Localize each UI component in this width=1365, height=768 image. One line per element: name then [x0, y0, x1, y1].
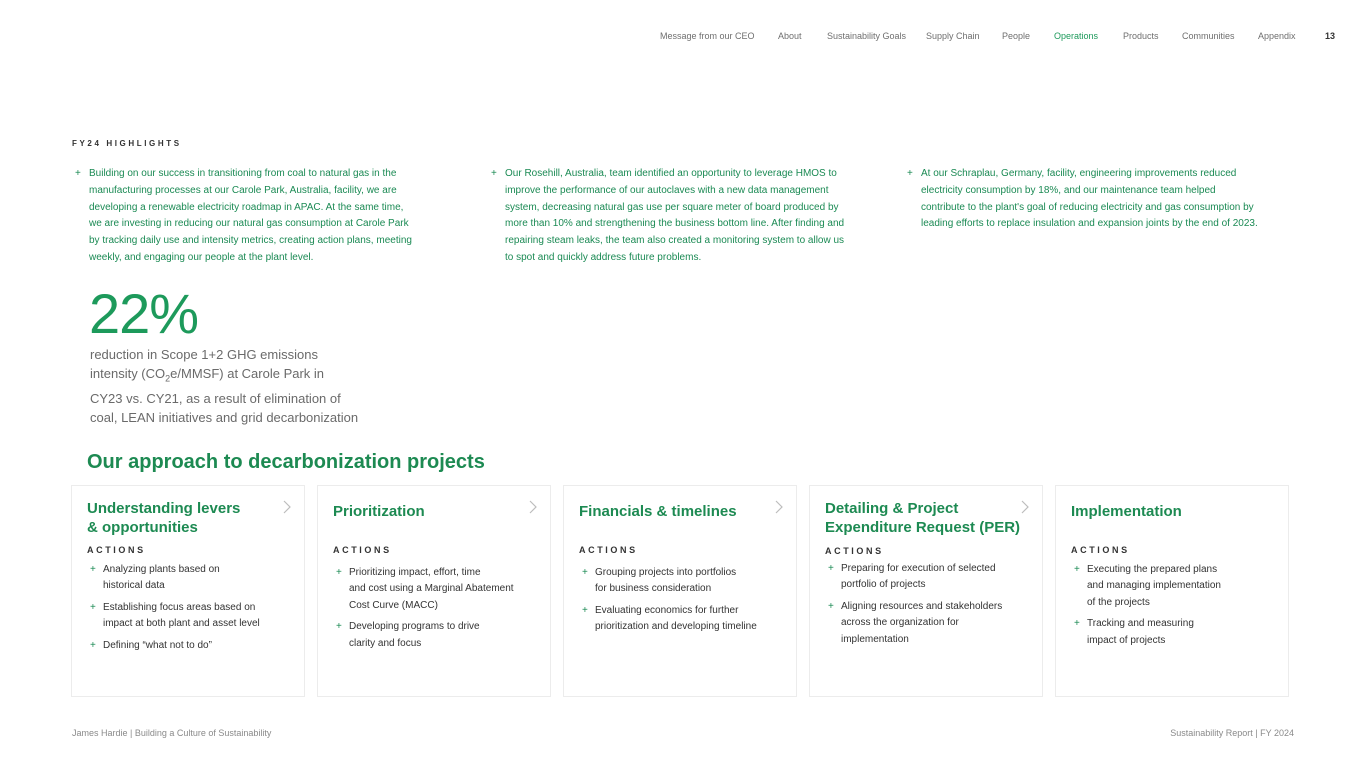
item-line: Prioritizing impact, effort, time [349, 567, 481, 578]
plus-icon: + [90, 564, 96, 575]
card-title-line: Understanding levers [87, 500, 241, 517]
list-item [333, 565, 542, 614]
stat-line: CY23 vs. CY21, as a result of elimination of [90, 391, 341, 407]
highlight-text [89, 166, 412, 267]
actions-label: ACTIONS [1071, 545, 1130, 555]
item-line: Cost Curve (MACC) [349, 599, 438, 611]
item-line: Preparing for execution of selected [841, 563, 996, 574]
plus-icon: + [1074, 564, 1080, 575]
footer-right: Sustainability Report | FY 2024 [1170, 728, 1294, 738]
item-line: portfolio of projects [841, 579, 926, 591]
highlight-line: developing a renewable electricity roadmap in APAC. At the same time, [89, 201, 404, 213]
actions-label: ACTIONS [333, 545, 392, 555]
highlight-line: repairing steam leaks, the team also created a monitoring system to allow us [505, 235, 845, 247]
card-title [87, 499, 240, 537]
highlight-line: Building on our success in transitioning from coal to natural gas in the [89, 168, 397, 179]
item-line: implementation [841, 633, 909, 645]
highlight-text [505, 166, 844, 267]
action-list [825, 561, 1034, 653]
stat-line: coal, LEAN initiatives and grid decarbonization [90, 410, 359, 426]
stat-line [90, 364, 380, 389]
plus-icon: + [90, 639, 96, 651]
plus-icon: + [491, 168, 497, 179]
item-line: Grouping projects into portfolios [595, 567, 737, 578]
item-line: and managing implementation [1087, 580, 1221, 592]
plus-icon: + [1074, 618, 1080, 630]
highlight-text [921, 166, 1258, 233]
card-title-line: Implementation [1071, 503, 1182, 520]
actions-label: ACTIONS [87, 545, 146, 555]
item-line: of the projects [1087, 596, 1150, 608]
item-line: and cost using a Marginal Abatement [349, 583, 514, 595]
nav-item-people[interactable]: People [1002, 31, 1031, 41]
nav-item-about[interactable]: About [778, 31, 802, 41]
highlight-line: by tracking daily use and intensity metrics, creating action plans, meeting [89, 235, 412, 247]
chevron-right-icon[interactable] [282, 500, 292, 514]
item-line: Evaluating economics for further [595, 604, 739, 616]
plus-icon: + [336, 567, 342, 578]
nav-item-communities[interactable]: Communities [1182, 31, 1235, 41]
list-item [87, 562, 296, 595]
card-title-line: Expenditure Request (PER) [825, 519, 1021, 536]
item-line: Tracking and measuring [1087, 618, 1194, 630]
plus-icon: + [75, 168, 81, 179]
footer-left: James Hardie | Building a Culture of Sustainability [72, 728, 272, 738]
nav-item-message-from-ceo[interactable]: Message from our CEO [660, 31, 755, 41]
highlight-line: leading efforts to replace insulation and expansion joints by the end of 2023. [921, 218, 1258, 230]
plus-icon: + [582, 604, 588, 616]
item-line: Aligning resources and stakeholders [841, 600, 1003, 612]
nav-item-supply-chain[interactable]: Supply Chain [926, 31, 980, 41]
list-item [1071, 562, 1280, 611]
action-list [579, 565, 788, 641]
stat-subscript: 2 [165, 373, 171, 384]
item-line: prioritization and developing timeline [595, 621, 757, 633]
action-list [1071, 562, 1280, 654]
highlight-line: improve the performance of our autoclaves with a new data management [505, 184, 829, 196]
highlights-heading: FY24 HIGHLIGHTS [72, 139, 182, 148]
page-number: 13 [1325, 31, 1336, 41]
nav-item-sustainability-goals[interactable]: Sustainability Goals [827, 31, 907, 41]
highlight-line: Our Rosehill, Australia, team identified an opportunity to leverage HMOS to [505, 168, 837, 179]
card-title [333, 502, 425, 521]
stat-line: reduction in Scope 1+2 GHG emissions [90, 347, 318, 362]
item-line: across the organization for [841, 617, 959, 629]
item-line: Analyzing plants based on [103, 564, 220, 575]
step-card-implementation[interactable] [1055, 485, 1289, 697]
highlight-line: At our Schraplau, Germany, facility, engineering improvements reduced [921, 168, 1237, 179]
item-line: Developing programs to drive [349, 621, 480, 633]
item-line: for business consideration [595, 583, 712, 595]
step-card-detailing-per[interactable] [809, 485, 1043, 697]
plus-icon: + [907, 168, 913, 179]
item-line: Establishing focus areas based on [103, 601, 256, 613]
card-title [579, 502, 737, 521]
card-title-line: & opportunities [87, 519, 198, 536]
list-item [579, 603, 788, 636]
top-navigation [0, 31, 1365, 43]
stat-line-part: intensity (CO [90, 366, 166, 382]
list-item [1071, 616, 1280, 649]
plus-icon: + [90, 601, 96, 613]
highlight-line: manufacturing processes at our Carole Park, Australia, facility, we are [89, 184, 397, 196]
action-list [87, 562, 296, 659]
highlight-line: to spot and quickly address future problems. [505, 251, 702, 263]
plus-icon: + [828, 600, 834, 612]
list-item [333, 619, 542, 652]
card-title [825, 499, 1020, 537]
stat-description [90, 345, 380, 428]
nav-item-operations[interactable]: Operations [1054, 31, 1099, 41]
actions-label: ACTIONS [825, 546, 884, 556]
stat-line-part: e/MMSF) at Carole Park in [170, 366, 325, 382]
plus-icon: + [828, 563, 834, 574]
chevron-right-icon[interactable] [1020, 500, 1030, 514]
plus-icon: + [582, 567, 588, 578]
highlight-line: system, decreasing natural gas use per square meter of board produced by [505, 201, 839, 213]
approach-title: Our approach to decarbonization projects [87, 451, 485, 473]
nav-item-products[interactable]: Products [1123, 31, 1159, 41]
list-item [579, 565, 788, 598]
plus-icon: + [336, 621, 342, 633]
item-line: impact of projects [1087, 634, 1166, 646]
list-item [87, 638, 296, 654]
chevron-right-icon[interactable] [774, 500, 784, 514]
step-card-understanding-levers[interactable] [71, 485, 305, 697]
item-line: historical data [103, 580, 165, 592]
item-line: impact at both plant and asset level [103, 618, 260, 630]
chevron-right-icon[interactable] [528, 500, 538, 514]
item-line: Defining “what not to do” [103, 639, 212, 651]
nav-item-appendix[interactable]: Appendix [1258, 31, 1296, 41]
card-title-line: Detailing & Project [825, 500, 959, 517]
card-title-line: Financials & timelines [579, 503, 737, 520]
highlight-line: electricity consumption by 18%, and our maintenance team helped [921, 184, 1216, 196]
action-list [333, 565, 542, 657]
highlight-line: we are investing in reducing our natural gas consumption at Carole Park [89, 218, 409, 230]
card-title [1071, 502, 1182, 521]
item-line: Executing the prepared plans [1087, 564, 1218, 575]
step-card-prioritization[interactable] [317, 485, 551, 697]
actions-label: ACTIONS [579, 545, 638, 555]
item-line: clarity and focus [349, 637, 422, 649]
stat-value: 22% [89, 282, 199, 345]
highlight-line: weekly, and engaging our people at the plant level. [89, 251, 314, 263]
highlight-line: contribute to the plant's goal of reducing electricity and gas consumption by [921, 201, 1254, 213]
list-item [87, 600, 296, 633]
step-card-financials-timelines[interactable] [563, 485, 797, 697]
list-item [825, 599, 1034, 648]
highlight-line: more than 10% and strengthening the business bottom line. After finding and [505, 218, 845, 230]
card-title-line: Prioritization [333, 503, 425, 520]
list-item [825, 561, 1034, 594]
